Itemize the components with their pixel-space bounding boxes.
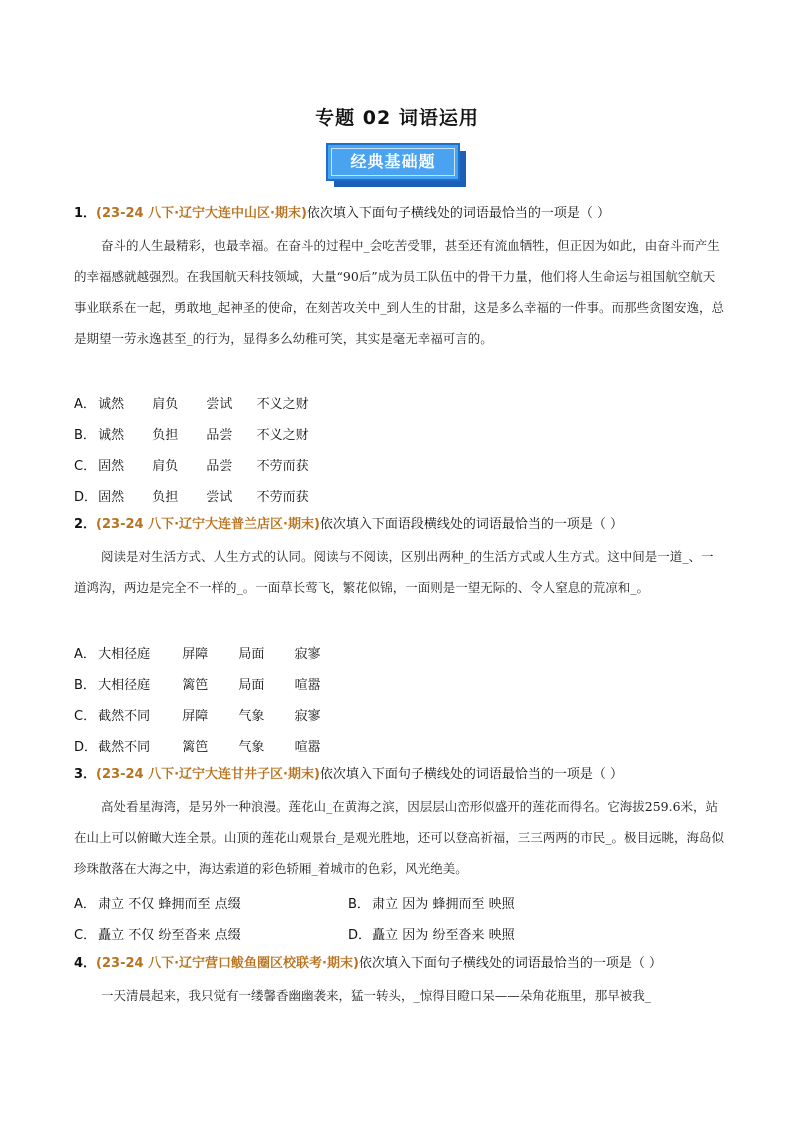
question-3-passage: 高处看星海湾，是另外一种浪漫。莲花山_在黄海之滨，因层层山峦形似盛开的莲花而得名。它海拔259.6米，站在山上可以俯瞰大连全景。山顶的莲花山观景台_是观光胜地，还可以登高祈福，三三两两的市民_。极目远眺，海岛似珍珠散落在大海之中，海达索道的彩色轿厢_着城市的色彩，风光绝美。 [74, 799, 725, 876]
section-badge [326, 143, 468, 189]
question-source: (23-24 八下·辽宁营口鲅鱼圈区校联考·期末) [96, 956, 359, 971]
option-row[interactable] [74, 393, 309, 412]
question-4-passage: 一天清晨起来，我只觉有一缕馨香幽幽袭来，猛一转头，_惊得目瞪口呆——朵角花瓶里，那早被我_ [101, 988, 652, 1003]
option-word: 大相径庭 [98, 678, 151, 693]
option-word: 篱笆 [182, 678, 209, 693]
option-word: 负担 [152, 428, 179, 443]
option-row[interactable] [74, 924, 241, 943]
option-word: 喧嚣 [294, 678, 321, 693]
option-word: 蜂拥而至 [158, 897, 211, 912]
option-word: 气象 [238, 709, 265, 724]
option-word: 篱笆 [182, 740, 209, 755]
option-word: 寂寥 [294, 647, 321, 662]
question-1-header [74, 205, 610, 223]
option-word: 不义之财 [256, 428, 309, 443]
option-row[interactable] [74, 893, 241, 912]
option-key: D． [74, 740, 98, 755]
option-key: C． [74, 928, 97, 943]
question-4-header [74, 955, 662, 973]
option-word: 品尝 [206, 459, 233, 474]
option-word: 肃立 [98, 897, 125, 912]
option-word: 寂寥 [294, 709, 321, 724]
option-row[interactable] [74, 455, 309, 474]
option-word: 纷至沓来 [432, 928, 485, 943]
option-row[interactable] [74, 736, 321, 755]
question-number: 3． [74, 767, 97, 782]
option-word: 因为 [402, 897, 429, 912]
question-3-header [74, 766, 623, 784]
option-word: 点缀 [214, 897, 241, 912]
option-key: C． [74, 709, 97, 724]
question-stem: 依次填入下面语段横线处的词语最恰当的一项是（ ） [319, 517, 624, 532]
option-word: 不仅 [128, 928, 155, 943]
question-stem: 依次填入下面句子横线处的词语最恰当的一项是（ ） [358, 956, 663, 971]
option-word: 肩负 [152, 459, 179, 474]
option-word: 不仅 [128, 897, 155, 912]
option-word: 矗立 [98, 928, 125, 943]
question-source: (23-24 八下·辽宁大连甘井子区·期末) [96, 767, 320, 782]
question-number: 1． [74, 206, 97, 221]
option-word: 屏障 [182, 647, 209, 662]
option-word: 大相径庭 [98, 647, 151, 662]
option-row[interactable] [74, 486, 309, 505]
option-row[interactable] [348, 893, 515, 912]
option-word: 诚然 [98, 397, 125, 412]
question-source: (23-24 八下·辽宁大连普兰店区·期末) [96, 517, 320, 532]
question-source: (23-24 八下·辽宁大连中山区·期末) [96, 206, 307, 221]
option-word: 负担 [152, 490, 179, 505]
option-key: C． [74, 459, 97, 474]
option-row[interactable] [74, 643, 321, 662]
option-word: 映照 [488, 897, 515, 912]
option-word: 截然不同 [98, 740, 151, 755]
badge-label: 经典基础题 [350, 152, 436, 171]
option-word: 肃立 [372, 897, 399, 912]
question-2-header [74, 516, 623, 534]
option-word: 尝试 [206, 397, 233, 412]
option-key: A． [74, 397, 96, 412]
option-word: 不义之财 [256, 397, 309, 412]
option-key: A． [74, 897, 96, 912]
option-word: 蜂拥而至 [432, 897, 485, 912]
badge-box [326, 143, 460, 181]
option-row[interactable] [74, 674, 321, 693]
option-row[interactable] [74, 705, 321, 724]
option-word: 固然 [98, 459, 125, 474]
option-row[interactable] [348, 924, 515, 943]
option-key: A． [74, 647, 96, 662]
option-word: 气象 [238, 740, 265, 755]
question-number: 4． [74, 956, 97, 971]
option-word: 不劳而获 [256, 459, 309, 474]
option-word: 局面 [238, 647, 265, 662]
question-2-passage: 阅读是对生活方式、人生方式的认同。阅读与不阅读，区别出两种_的生活方式或人生方式。这中间是一道_、一道鸿沟，两边是完全不一样的_。一面草长莺飞，繁花似锦，一面则是一望无际的、令人窒息的荒凉和_。 [74, 549, 714, 595]
option-key: B． [74, 678, 96, 693]
option-word: 品尝 [206, 428, 233, 443]
option-word: 因为 [402, 928, 429, 943]
page-title: 专题 02 词语运用 [315, 107, 479, 129]
option-word: 固然 [98, 490, 125, 505]
option-word: 喧嚣 [294, 740, 321, 755]
question-stem: 依次填入下面句子横线处的词语最恰当的一项是（ ） [306, 206, 611, 221]
option-word: 截然不同 [98, 709, 151, 724]
question-1-passage: 奋斗的人生最精彩，也最幸福。在奋斗的过程中_会吃苦受罪，甚至还有流血牺牲，但正因为如此，由奋斗而产生的幸福感就越强烈。在我国航天科技领域，大量“90后”成为员工队伍中的骨干力量，他们将人生命运与祖国航空航天事业联系在一起，勇敢地_起神圣的使命，在刻苦攻关中_到人生的甘甜，这是多么幸福的一件事。而那些贪图安逸，总是期望一劳永逸甚至_的行为，显得多么幼稚可笑，其实是毫无幸福可言的。 [74, 238, 725, 346]
option-key: B． [74, 428, 96, 443]
option-word: 诚然 [98, 428, 125, 443]
option-word: 不劳而获 [256, 490, 309, 505]
option-word: 映照 [488, 928, 515, 943]
option-word: 尝试 [206, 490, 233, 505]
option-word: 矗立 [372, 928, 399, 943]
question-number: 2． [74, 517, 97, 532]
option-word: 局面 [238, 678, 265, 693]
question-stem: 依次填入下面句子横线处的词语最恰当的一项是（ ） [319, 767, 624, 782]
option-word: 纷至沓来 [158, 928, 211, 943]
option-key: D． [74, 490, 98, 505]
option-key: B． [348, 897, 370, 912]
option-key: D． [348, 928, 372, 943]
option-word: 肩负 [152, 397, 179, 412]
option-row[interactable] [74, 424, 309, 443]
option-word: 点缀 [214, 928, 241, 943]
option-word: 屏障 [182, 709, 209, 724]
